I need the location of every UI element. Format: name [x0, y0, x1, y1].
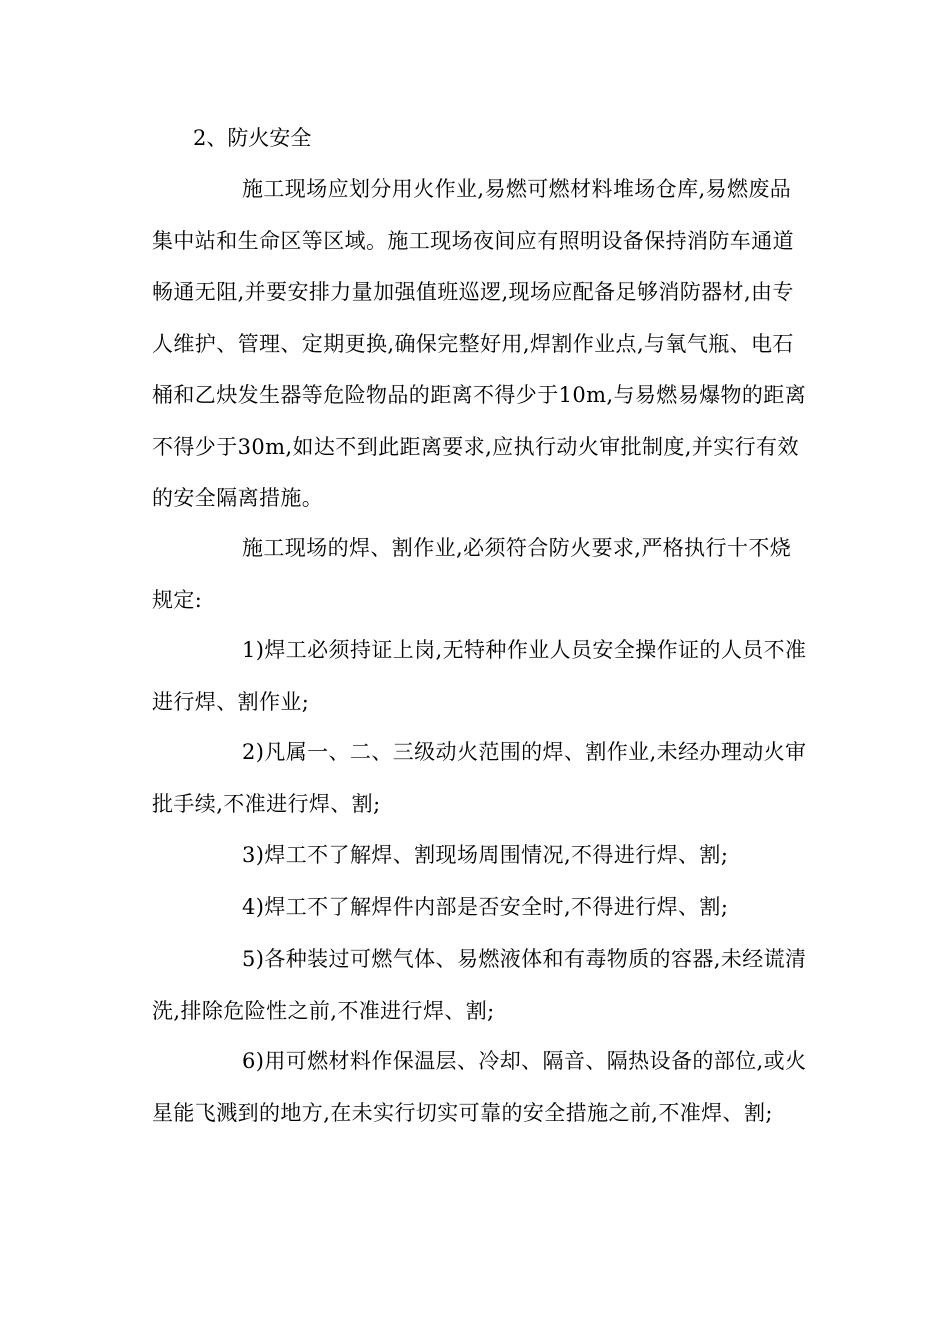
list-item-rule-1: 1)焊工必须持证上岗,无特种作业人员安全操作证的人员不准进行焊、割作业; [152, 638, 807, 714]
section-heading: 2、防火安全 [193, 126, 312, 150]
paragraph-fire-zones: 施工现场应划分用火作业,易燃可燃材料堆场仓库,易燃废品集中站和生命区等区域。施工现场夜间应有照明设备保持消防车通道畅通无阻,并要安排力量加强值班巡逻,现场应配备足够消防器材,由专人维护、管理、定期更换,确保完整好用,焊割作业点,与氧气瓶、电石桶和乙炔发生器等危险物品的距离不得少于10m,与易燃易爆物的距离不得少于30m,如达不到此距离要求,应执行动火审批制度,并实行有效的安全隔离措施。 [152, 177, 807, 510]
list-item-rule-5: 5)各种装过可燃气体、易燃液体和有毒物质的容器,未经谎清洗,排除危险性之前,不准进行焊、割; [152, 947, 807, 1023]
list-item-rule-4: 4)焊工不了解焊件内部是否安全时,不得进行焊、割; [242, 895, 729, 919]
list-item-rule-2: 2)凡属一、二、三级动火范围的焊、割作业,未经办理动火审批手续,不准进行焊、割; [152, 740, 807, 816]
paragraph-welding-rules-intro: 施工现场的焊、割作业,必须符合防火要求,严格执行十不烧规定: [152, 536, 792, 612]
list-item-rule-6: 6)用可燃材料作保温层、冷却、隔音、隔热设备的部位,或火星能飞溅到的地方,在未实行切实可靠的安全措施之前,不准焊、割; [152, 1049, 807, 1125]
list-item-rule-3: 3)焊工不了解焊、割现场周围情况,不得进行焊、割; [242, 843, 729, 867]
